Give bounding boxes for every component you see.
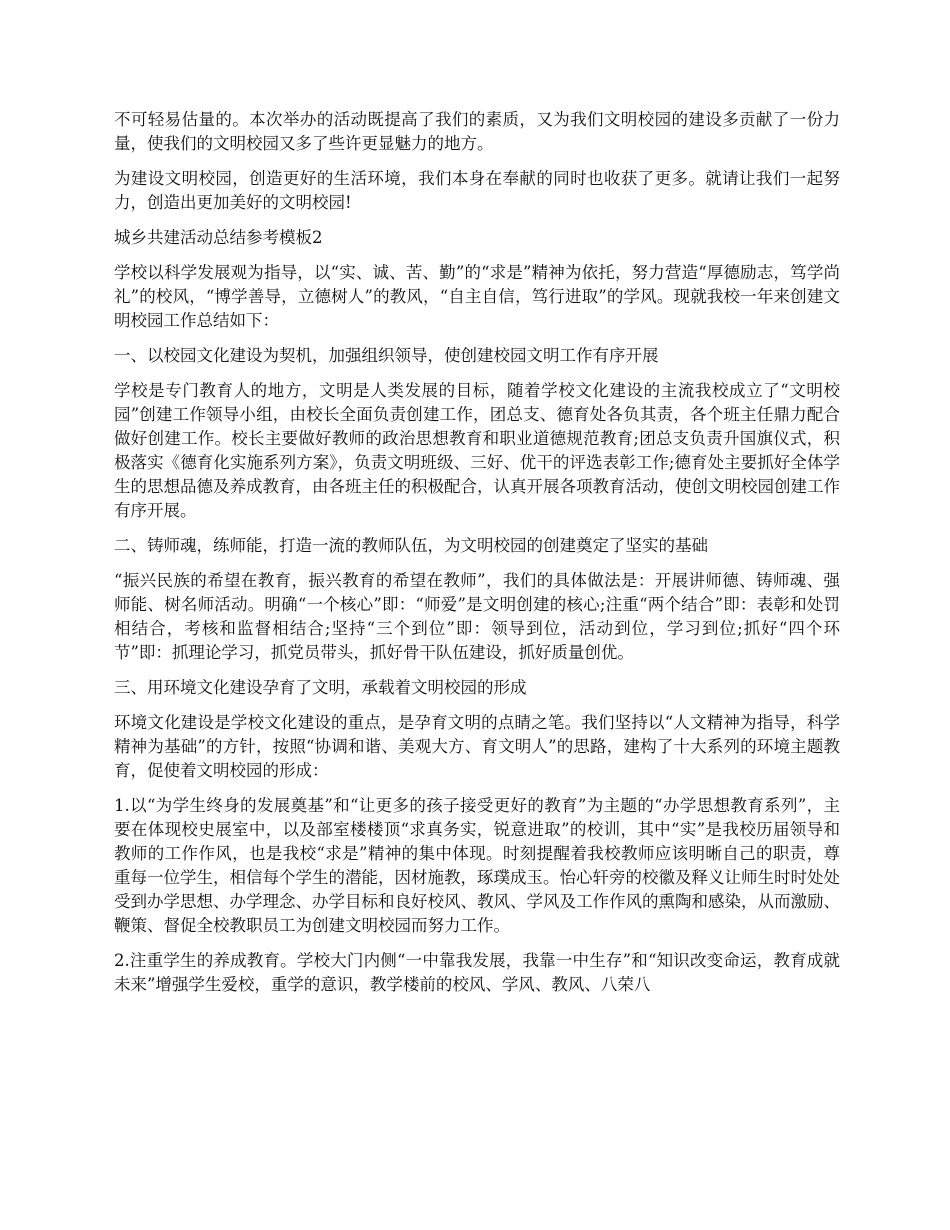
paragraph-call-to-action: 为建设文明校园，创造更好的生活环境，我们本身在奉献的同时也收获了更多。就请让我们一起努力，创造出更加美好的文明校园! [114,169,840,212]
paragraph-section-3: 环境文化建设是学校文化建设的重点，是孕育文明的点睛之笔。我们坚持以“人文精神为指导，科学精神为基础”的方针，按照“协调和谐、美观大方、育文明人”的思路，建构了十大系列的环境主题教育，促使着文明校园的形成： [114,713,840,780]
paragraph-item-1: 1.以“为学生终身的发展奠基”和“让更多的孩子接受更好的教育”为主题的“办学思想教育系列”，主要在体现校史展室中，以及部室楼楼顶“求真务实，锐意进取”的校训，其中“实”是我校历届领导和教师的工作作风，也是我校“求是”精神的集中体现。时刻提醒着我校教师应该明晰自己的职责，尊重每一位学生，相信每个学生的潜能，因材施教，琢璞成玉。怡心轩旁的校徽及释义让师生时时处处受到办学思想、办学理念、办学目标和良好校风、教风、学风及工作作风的熏陶和感染，从而激励、鞭策、督促全校教职员工为创建文明校园而努力工作。 [114,796,840,935]
section-heading-3: 三、用环境文化建设孕育了文明，承载着文明校园的形成 [114,678,527,697]
document-title: 城乡共建活动总结参考模板2 [114,228,323,247]
paragraph-intro-continuation: 不可轻易估量的。本次举办的活动既提高了我们的素质，又为我们文明校园的建设多贡献了一份力量，使我们的文明校园又多了些许更显魅力的地方。 [114,110,840,153]
section-heading-1: 一、以校园文化建设为契机，加强组织领导，使创建校园文明工作有序开展 [114,346,659,365]
document-page [114,108,840,1008]
paragraph-section-2: “振兴民族的希望在教育，振兴教育的希望在教师”，我们的具体做法是：开展讲师德、铸师魂、强师能、树名师活动。明确“一个核心”即：“师爱”是文明创建的核心;注重“两个结合”即：表彰和处罚相结合，考核和监督相结合;坚持“三个到位”即：领导到位，活动到位，学习到位;抓好“四个环节”即：抓理论学习，抓党员带头，抓好骨干队伍建设，抓好质量创优。 [114,571,840,662]
paragraph-item-2: 2.注重学生的养成教育。学校大门内侧“一中靠我发展，我靠一中生存”和“知识改变命运，教育成就未来”增强学生爱校，重学的意识，教学楼前的校风、学风、教风、八荣八 [114,951,840,994]
paragraph-school-spirit: 学校以科学发展观为指导，以“实、诚、苦、勤”的“求是”精神为依托，努力营造“厚德励志，笃学尚礼”的校风，“博学善导，立德树人”的教风，“自主自信，笃行进取”的学风。现就我校一年来创建文明校园工作总结如下： [114,263,840,330]
section-heading-2: 二、铸师魂，练师能，打造一流的教师队伍，为文明校园的创建奠定了坚实的基础 [114,536,708,555]
paragraph-section-1: 学校是专门教育人的地方，文明是人类发展的目标，随着学校文化建设的主流我校成立了“文明校园”创建工作领导小组，由校长全面负责创建工作，团总支、德育处各负其责，各个班主任鼎力配合做好创建工作。校长主要做好教师的政治思想教育和职业道德规范教育;团总支负责升国旗仪式，积极落实《德育化实施系列方案》，负责文明班级、三好、优干的评选表彰工作;德育处主要抓好全体学生的思想品德及养成教育，由各班主任的积极配合，认真开展各项教育活动，使创文明校园创建工作有序开展。 [114,381,840,520]
